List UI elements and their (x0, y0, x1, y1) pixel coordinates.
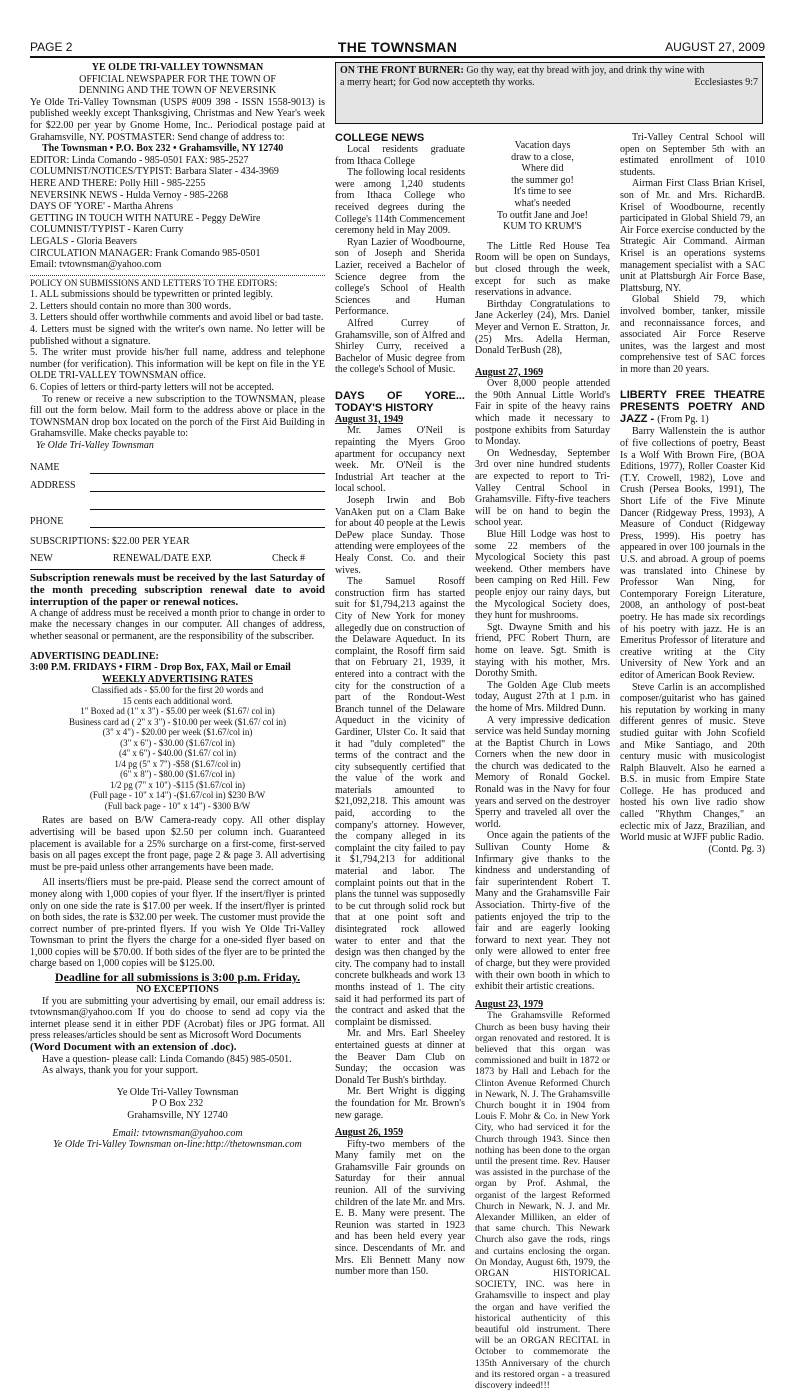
poem-line: To outfit Jane and Joe! (497, 209, 588, 221)
form-subscriptions: SUBSCRIPTIONS: $22.00 PER YEAR (30, 535, 190, 547)
article-paragraph: Barry Wallenstein the is author of five collections of poetry, Beast Is a Wolf With Brown Fire, (BOA Editions, 1977), Roller Coaster Kid (T.Y. Crowell, 1982), Love and Crush (Persea Books, 1991), The Short Life of the Five Minute Dancer (Ridgeway Press, 1993), A Measure of Conduct (Ridgeway Press, 1999). His poetry has appeared in over 100 journals in the U.S. and abroad. A group of poems was translated into Chinese by Professor Wan Ning, for Contemporary Foreign Literature, 2008, an anthology of post-beat poetry. He has made six recordings of his poetry with jazz. He is an Emeritus Professor of literature and creative writing at the City University of New York and an editor of American Book Review. (620, 426, 765, 681)
staff-list (30, 155, 325, 271)
policy-item: 6. Copies of letters or third-party letters will not be accepted. (30, 382, 274, 394)
contact-email[interactable]: Email: tvtownsman@yahoo.com (112, 1127, 243, 1139)
contact-city: Grahamsville, NY 12740 (127, 1110, 228, 1121)
continued-note: (Contd. Pg. 3) (708, 843, 765, 855)
email-note: If you are submitting your advertising by email, our email address is: tvtownsman@yahoo.com If you do choose to send ad copy via the internet please send it in either PDF (Acrobat) files or JPG format. All press releases/articles should be sent as Microsoft Word Documents (30, 995, 325, 1042)
article-paragraph: The Little Red House Tea Room will be open on Sundays, but closed through the week, except for such as make reservations in advance. (475, 240, 610, 299)
rate-line: (3" x 4") - $20.00 per week ($1.67/col in) (102, 727, 253, 738)
ad-rates-title: WEEKLY ADVERTISING RATES (102, 673, 253, 685)
no-exceptions: NO EXCEPTIONS (136, 984, 219, 996)
change-address-notice: A change of address must be received a month prior to change in order to make the necessary changes in our computer. All changes of address, whether seasonal or permanent, are the responsibility of the subscriber. (30, 607, 325, 642)
form-address2-field[interactable] (30, 498, 325, 510)
newspaper-page (30, 39, 765, 1391)
rate-line: (6" x 8") - $80.00 ($1.67/col in) (120, 769, 235, 780)
policy-item: 2. Letters should contain no more than 300 words. (30, 300, 232, 312)
article-paragraph: On Wednesday, September 3rd over nine hundred students are expected to report to Tri-Valley Central School in Grahamsville. Fifty-five teachers will be on hand to begin the school year. (475, 447, 610, 529)
form-name-field[interactable] (30, 462, 325, 474)
rate-line: Classified ads - $5.00 for the first 20 words and (91, 685, 264, 696)
form-label: PHONE (30, 516, 64, 527)
poem-line: Vacation days (514, 140, 571, 151)
staff-line: NEVERSINK NEWS - Hulda Vernoy - 985-2268 (30, 189, 229, 201)
staff-line: COLUMNIST/NOTICES/TYPIST: Barbara Slater - 434-3969 (30, 166, 279, 178)
column-3 (475, 132, 610, 1391)
rate-line: 1" Boxed ad (1" x 3") - $5.00 per week ($1.67/ col in) (80, 706, 275, 717)
staff-line: LEGALS - Gloria Beavers (30, 235, 137, 247)
column-masthead (30, 62, 325, 1151)
policy-item: 5. The writer must provide his/her full name, address and telephone number (for verification). This information will be kept on file in the YE OLDE TRI-VALLEY TOWNSMAN office. (30, 347, 325, 382)
contact-name: Ye Olde Tri-Valley Townsman (116, 1086, 239, 1098)
article-paragraph: Mr. James O'Neil is repainting the Myers Groo apartment for occupancy next week. Mr. O'Neil is the Industrial Art teacher at the local school. (335, 425, 465, 495)
ad-rates-list (30, 685, 325, 811)
masthead-address: The Townsman • P.O. Box 232 • Grahamsville, NY 12740 (42, 143, 284, 155)
liberty-title-text: LIBERTY FREE THEATRE PRESENTS POETRY AND JAZZ - (620, 389, 765, 426)
form-line (90, 498, 325, 510)
article-paragraph: Steve Carlin is an accomplished composer/guitarist who has gained his reputation by working in many different genres of music. Steve studied guitar with John Scofield and Mike Santiago, and 20th century music with musicologist Ralph Blauvelt. Also he earned a B.S. in music from Empire State College. He has produced and hosted his own live radio show called "Rhythm Changes," an eclectic mix of Jazz, Brazilian, and World music at WJFF public Radio. (620, 681, 765, 844)
contact-block (30, 1087, 325, 1151)
policy-title: POLICY ON SUBMISSIONS AND LETTERS TO THE EDITORS: (30, 277, 278, 288)
article-paragraph: Blue Hill Lodge was host to some 22 members of the Mycological Society this past weekend. Other members have been camping on Red Hill. Few people enjoy our rainy days, but the Mycological Society does, they hunt for mushrooms. (475, 529, 610, 622)
column-4 (620, 62, 765, 855)
staff-line: COLUMNIST/TYPIST - Karen Curry (30, 224, 184, 236)
policy-item: 3. Letters should offer worthwhile comments and avoid libel or bad taste. (30, 312, 324, 324)
article-paragraph: Sgt. Dwayne Smith and his friend, PFC Robert Thurn, are home on leave. Sgt. Smith is staying with his mother, Mrs. Dorothy Smith. (475, 621, 610, 680)
poem-line: the summer go! (511, 174, 574, 186)
payable-to: Ye Olde Tri-Valley Townsman (36, 440, 154, 451)
poem-line: what's needed (514, 197, 571, 209)
contact-box: P O Box 232 (151, 1098, 204, 1110)
staff-line: HERE AND THERE: Polly Hill - 985-2255 (30, 177, 206, 189)
form-phone-field[interactable] (30, 516, 325, 528)
liberty-title (620, 389, 765, 426)
rate-line: (Full page - 10" x 14") -($1.67/col in) $230 B/W (89, 790, 266, 801)
divider (30, 275, 325, 276)
article-paragraph: The Grahamsville Reformed Church as been busy having their organ renovated and restored. It is believed that this organ was commissioned and built in 1872 or 1873 by Hall and Lebach for the Clinton Avenue Reformed Church in Newark, N. J. The Grahamsville Church bought it in 1904 from Louis F. Mohr & Co. in New York City, who had serviced it for the Church through 1943. Since then nothing has been done to the organ until the present time. Rev. Hauser was assisted in the purchase of the organ by Prof. Ashmal, the organist of the largest Reformed Church in Newark, N. J. and Mr. Alexander Milliken, an elder of that same church. This Newark Church also gave the rods, rings and curtains enclosing the organ. On Monday, August 6th, 1979, the ORGAN HISTORICAL SOCIETY, INC. was here in Grahamsville to inspect and play the organ and have verified the historical authenticity of this beautiful old instrument. There will be an ORGAN RECITAL in October to commemorate the 135th Anniversary of the church and its restored organ - a treasured discovery indeed!!! (475, 1010, 610, 1391)
camera-ready-note: Rates are based on B/W Camera-ready copy. All other display advertising will be based upon $2.50 per column inch. Guaranteed placement is available for a 25% surcharge on a first-come, first-served basis on all pages except the front page, page 2 & page 3. All advertising must be pre-paid unless other arrangements have been made. (30, 815, 325, 873)
poem-line: It's time to see (513, 186, 572, 198)
rate-line: 1/4 pg (5" x 7") -$58 ($1.67/col in) (114, 758, 241, 769)
article-paragraph: Ryan Lazier of Woodbourne, son of Joseph and Sherida Lazier, received a Bachelor of Science degree from the college's School of Health Sciences and Human Performance. (335, 236, 465, 318)
rate-line: (4" x 6") - $40.00 ($1.67/ col in) (118, 748, 237, 759)
form-line (90, 462, 325, 474)
rate-line: 1/2 pg (7" x 10") -$115 ($1.67/col in) (110, 779, 245, 790)
liberty-from: (From Pg. 1) (657, 414, 709, 426)
yore-date: August 31, 1949 (335, 413, 404, 425)
policy-item: 1. ALL submissions should be typewritten or printed legibly. (30, 289, 273, 301)
article-paragraph: The Samuel Rosoff construction firm has started suit for $1,794,213 against the City of New York for money allegedly due on construction of the Delaware Aqueduct. In its complaint, the Rosoff firm said that on February 21, 1939, it entered into a contract with the city for the construction of a part of the Rondout-West Branch tunnel of the Delaware Aqueduct in the vicinity of Gardiner, Ulster Co. It said that it had "duly completed" the terms of the contract and the city subsequently certified that the value of the work and materials amounted to $21,092,218. This amount was paid, according to the company's attorney. However, the company alleged in its complaint the city failed to pay it $1,794,213 for additional material and labor. The complaint points out that in the plans the tunnel was supposedly to be cut through solid rock but that at one point soft and disintegrated rock allowed water to enter and that the design was then changed by the city. The company had to install concrete bulkheads and work 13 months instead of 1. The city said it had performed its part of the contract and asked that the complaint be dismissed. (335, 576, 465, 1028)
article-paragraph: Joseph Irwin and Bob VanAken put on a Clam Bake for about 40 people at the Lewis DePew place Sunday. Those attending were employees of the Healy Const. Co. and their wives. (335, 495, 465, 576)
form-check[interactable]: Check # (271, 553, 305, 565)
article-paragraph: A very impressive dedication service was held Sunday morning at the Baptist Church in Lows Corners when the new door in the church was dedicated to the Memory of Ronald Gockel. Ronald was in the Navy for four years and served on the destroyer Sperry and traveled all over the world. (475, 714, 610, 830)
deadline-all: Deadline for all submissions is 3:00 p.m. Friday. (54, 970, 301, 985)
policy-item: 4. Letters must be signed with the writer's own name. No letter will be published without a signature. (30, 324, 325, 347)
masthead-title: YE OLDE TRI-VALLEY TOWNSMAN (91, 62, 264, 73)
ad-deadline: 3:00 P.M. FRIDAYS • FIRM - Drop Box, FAX, Mail or Email (30, 662, 291, 674)
form-line (90, 480, 325, 492)
renewal-notice: Subscription renewals must be received by the last Saturday of the month preceding subscription renewal date to avoid interruption of the paper or renewal notices. (30, 571, 325, 608)
article-paragraph: Local residents graduate from Ithaca College (335, 144, 465, 167)
article-paragraph: Birthday Congratulations to Jane Ackerley (24), Mrs. Daniel Meyer and Vernon E. Stratton, Jr. (25) Mrs. Adella Herman, Donald TerBush (28), (475, 298, 610, 357)
contact-online[interactable]: Ye Olde Tri-Valley Townsman on-line:http://thetownsman.com (53, 1139, 302, 1151)
article-paragraph: Mr. Bert Wright is digging the foundation for Mr. Brown's new garage. (335, 1086, 465, 1121)
masthead-body: Ye Olde Tri-Valley Townsman (USPS #009 398 - ISSN 1558-9013) is published weekly except Thanksgiving, Christmas and New Year's week for $22.00 per year by Gnome Home, Inc.. Periodical postage paid at Grahamsville, NY. POSTMASTER: Send change of address to: (30, 96, 325, 143)
burner-line2: a merry heart; for God now accepteth thy works. (340, 76, 535, 88)
staff-line: DAYS OF 'YORE' - Martha Ahrens (30, 201, 173, 213)
column-2 (335, 132, 465, 1278)
article-paragraph: Once again the patients of the Sullivan County Home & Infirmary give thanks to the kindness and understanding of fair superintendent Robert T. Many and the Grahamsville Fair Association. Thirty-five of the patients enjoyed the trip to the fair and are eagerly looking forward to next year. They not only were allowed to enter free of charge, but they were provided with their own booth in which to exhibit their artistic creations. (475, 830, 610, 993)
form-label: NAME (30, 462, 60, 473)
burner-line1: Go thy way, eat thy bread with joy, and drink thy wine with (466, 65, 705, 76)
staff-line: Email: tvtownsman@yahoo.com (30, 259, 162, 271)
rate-line: (3" x 6") - $30.00 ($1.67/col in) (120, 737, 235, 748)
burner-label: ON THE FRONT BURNER: (340, 65, 464, 76)
yore-date: August 27, 1969 (475, 366, 544, 378)
form-new[interactable]: NEW (30, 553, 53, 565)
word-doc-note: (Word Document with an extension of .doc). (30, 1041, 237, 1054)
form-address-field[interactable] (30, 480, 325, 492)
article-paragraph: Mr. and Mrs. Earl Sheeley entertained guests at dinner at the Beaver Dam Club on Sunday; the occasion was Donald Ter Bush's birthday. (335, 1028, 465, 1086)
article-paragraph: Alfred Currey of Grahamsville, son of Alfred and Shirley Curry, received a Bachelor of Music degree from the college's School of Music. (335, 317, 465, 376)
article-paragraph: Tri-Valley Central School will open on September 5th with an estimated enrollment of 1010 students. (620, 132, 765, 178)
article-paragraph: The following local residents were among 1,240 students from Ithaca College who received degrees during the College's 114th Commencement ceremony held in May 2009. (335, 167, 465, 237)
rate-line: (Full back page - 10" x 14") - $300 B/W (104, 800, 251, 811)
article-paragraph: The Golden Age Club meets today, August 27th at 1 p.m. in the home of Mrs. Mildred Dunn. (475, 679, 610, 714)
burner-cite: Ecclesiastes 9:7 (694, 76, 758, 88)
krum-ad (475, 140, 610, 233)
form-line (90, 516, 325, 528)
college-title: COLLEGE NEWS (335, 132, 425, 144)
poem-line: KUM TO KRUM'S (503, 221, 582, 233)
article-paragraph: Over 8,000 people attended the 90th Annual Little World's Fair in spite of the heavy rains which made it necessary to postpone exhibits from Saturday to Monday. (475, 378, 610, 448)
poem-line: draw to a close, (511, 151, 574, 163)
page-number: PAGE 2 (30, 40, 73, 54)
yore-title: DAYS OF YORE... TODAY'S HISTORY (335, 389, 465, 414)
rate-line: 15 cents each additional word. (122, 695, 233, 706)
article-paragraph: Airman First Class Brian Krisel, son of Mr. and Mrs. RichardB. Krisel of Woodbourne, recently participated in Global Shield 79, an Air Force exercise conducted by the Strategic Air Command. Airman Krisel is an operations systems management specialist with a SAC unit at Plattsburgh Air Force Base, Plattsburg, NY. (620, 178, 765, 294)
masthead-line: DENNING AND THE TOWN OF NEVERSINK (78, 85, 277, 97)
article-paragraph: Fifty-two members of the Many family met on the Grahamsville Fair grounds on Saturday for their annual reunion. All of the surviving children of the late Mr. and Mrs. E. B. Many were present. The Reunion was started in 1923 and has been held every year since. Descendants of Mr. and Mrs. Eli Bennett Many now number more than 150. (335, 1138, 465, 1278)
yore-date: August 23, 1979 (475, 998, 544, 1010)
form-row (30, 553, 325, 565)
newspaper-title: THE TOWNSMAN (337, 39, 458, 55)
form-renewal[interactable]: RENEWAL/DATE EXP. (112, 553, 212, 565)
page-header (30, 40, 765, 58)
renew-instructions: To renew or receive a new subscription to the TOWNSMAN, please fill out the form below. Mail form to the address above or place in the TOWNSMAN drop box located on the porch of the First Aid Building in Grahamsville. Make checks payable to: (30, 393, 325, 440)
divider (30, 569, 325, 570)
poem-line: Where did (521, 163, 564, 175)
yore-date: August 26, 1959 (335, 1127, 404, 1139)
ad-deadline-title: ADVERTISING DEADLINE: (30, 650, 159, 662)
article-paragraph: Global Shield 79, which involved bomber, tanker, missile and reconnaissance forces, and associated Air Force Reserve unites, was the largest and most comprehensive test of SAC forces in more than 20 years. (620, 294, 765, 375)
question-note: Have a question- please call: Linda Comando (845) 985-0501. (42, 1053, 292, 1065)
thanks-note: As always, thank you for your support. (42, 1065, 199, 1077)
masthead-line: OFFICIAL NEWSPAPER FOR THE TOWN OF (79, 73, 276, 85)
staff-line: CIRCULATION MANAGER: Frank Comando 985-0501 (30, 247, 261, 259)
form-label: ADDRESS (30, 480, 76, 491)
rate-line: Business card ad ( 2" x 3") - $10.00 per week ($1.67/ col in) (68, 716, 287, 727)
inserts-note: All inserts/fliers must be pre-paid. Please send the correct amount of money along with 1,000 copies of your flyer. If the insert/flyer is printed only on one side the rate is $17.00 per week. If the insert/flyer is printed on both sides, the rate is $32.00 per week. The customer must provide the correct number of pre-printed flyers. If you wish Ye Olde Tri-Valley Townsman to print the flyers the charge for a one-sided flyer based on 1,000 copies will be $70.00. If both sides of the flyer are to be printed the charge based on 1,000 copies will be $125.00. (30, 877, 325, 970)
staff-line: EDITOR: Linda Comando - 985-0501 FAX: 985-2527 (30, 154, 249, 166)
staff-line: GETTING IN TOUCH WITH NATURE - Peggy DeWire (30, 212, 261, 224)
issue-date: AUGUST 27, 2009 (665, 40, 765, 54)
